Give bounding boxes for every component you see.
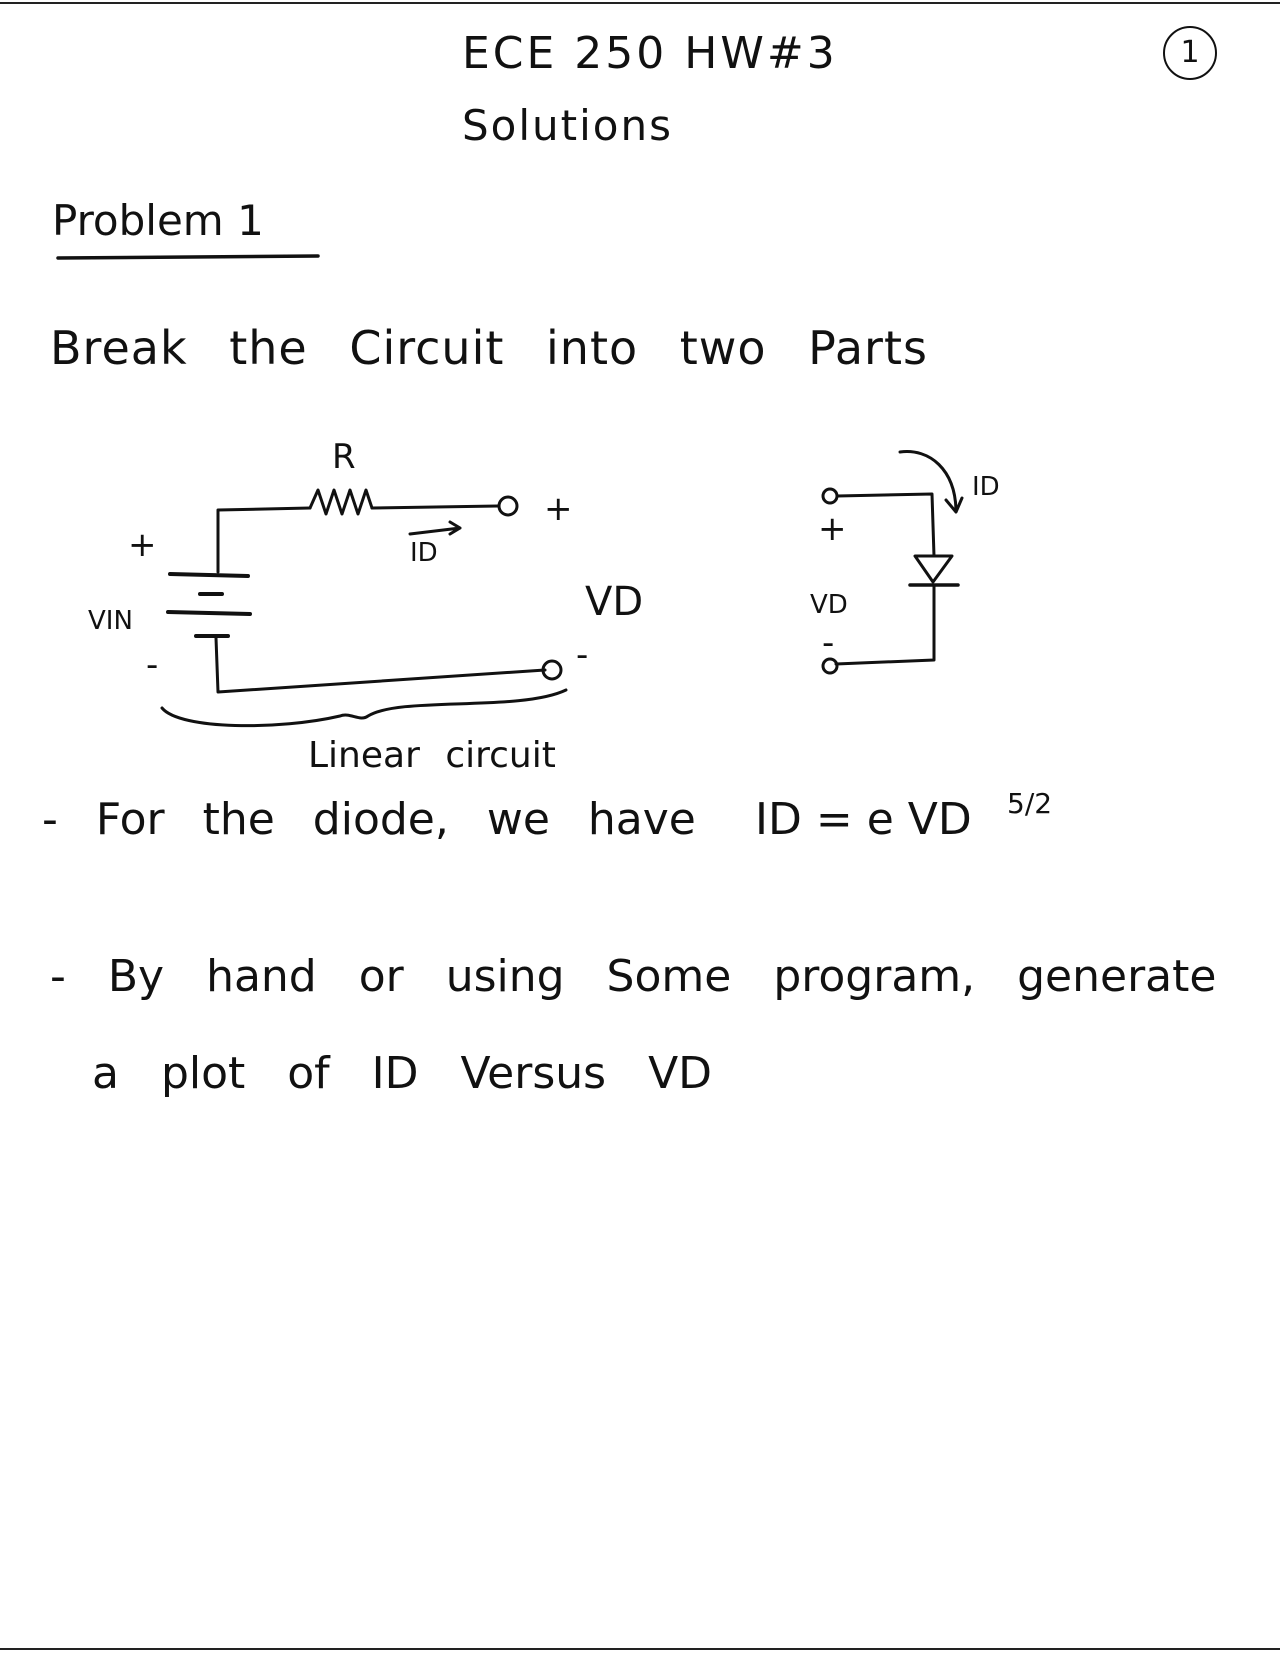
- battery-plate-3: [168, 612, 250, 614]
- task-line-1: - By hand or using Some program, generate: [50, 951, 1217, 1002]
- battery-plate-1: [170, 574, 248, 576]
- current-arrow: [410, 522, 460, 534]
- vin-minus-label: -: [146, 645, 159, 685]
- vout-label: VD: [585, 579, 644, 625]
- diode-triangle: [915, 556, 952, 582]
- resistor-zigzag: [310, 490, 372, 514]
- linear-brace: [162, 690, 566, 726]
- diode-note: - For the diode, we have: [42, 794, 696, 845]
- top-output-wire: [372, 506, 498, 508]
- vout-minus-label: -: [576, 635, 589, 675]
- right-top-terminal: [823, 489, 837, 503]
- diode-minus-label: -: [822, 623, 835, 663]
- right-bottom-wire: [836, 585, 934, 664]
- diode-equation: ID = e VD: [755, 794, 972, 845]
- page-number-circle: 1: [1163, 26, 1217, 80]
- linear-circuit-label: Linear circuit: [308, 735, 556, 776]
- right-top-wire: [837, 494, 934, 556]
- problem-heading: Problem 1: [52, 196, 264, 245]
- diode-plus-label: +: [818, 509, 847, 549]
- page-subtitle: Solutions: [462, 101, 673, 150]
- resistor-label: R: [332, 437, 356, 477]
- diode-current-label: ID: [972, 472, 1000, 502]
- left-top-wire: [218, 508, 310, 572]
- vin-plus-label: +: [128, 525, 157, 565]
- left-bottom-wire: [216, 638, 545, 692]
- vin-label: VIN: [88, 606, 133, 636]
- equation-exponent: 5/2: [1007, 787, 1053, 820]
- diode-vd-label: VD: [810, 590, 848, 620]
- bottom-scan-edge: [0, 1648, 1280, 1650]
- vout-plus-label: +: [544, 489, 573, 529]
- problem-underline: [58, 256, 318, 258]
- current-label: ID: [410, 538, 438, 568]
- task-line-2: a plot of ID Versus VD: [92, 1048, 713, 1099]
- problem-intro: Break the Circuit into two Parts: [50, 321, 928, 375]
- top-scan-edge: [0, 2, 1280, 4]
- page-title: ECE 250 HW#3: [462, 28, 838, 79]
- top-terminal: [499, 497, 517, 515]
